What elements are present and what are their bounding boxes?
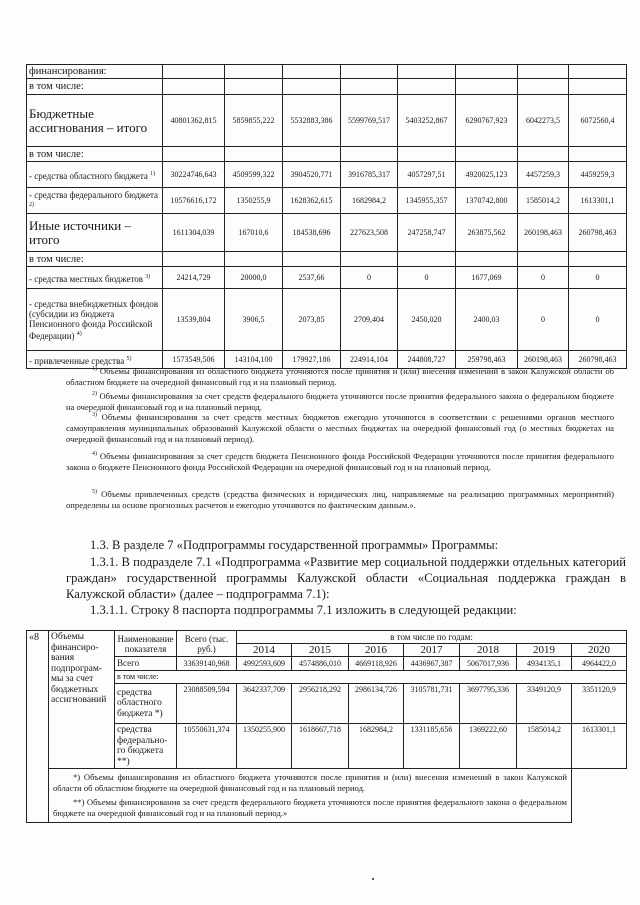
value-cell <box>398 65 456 79</box>
value-cell <box>518 252 569 267</box>
table-row <box>27 95 627 147</box>
value-cell: 1331185,656 <box>404 724 460 769</box>
value-cell: 1585014,2 <box>518 188 569 214</box>
value-cell: 1677,069 <box>456 267 518 289</box>
footnote-text: Объемы привлеченных средств (средства физических и юридических лиц, направляемые на реализацию программных мероприятий) определены на основе прогнозных расчетов и ежегодно уточняются по фактическим данным.». <box>66 488 614 510</box>
value-cell: 179927,186 <box>283 351 341 369</box>
table-row <box>27 657 627 671</box>
value-cell <box>456 79 518 95</box>
value-cell: 1350255,9 <box>225 188 283 214</box>
value-cell: 2400,03 <box>456 289 518 351</box>
footnote <box>66 364 614 388</box>
value-cell: 143104,100 <box>225 351 283 369</box>
value-cell: 1613301,1 <box>572 724 627 769</box>
row-label <box>27 252 163 267</box>
value-cell: 5532883,386 <box>283 95 341 147</box>
row-label-text: в том числе: <box>29 148 84 160</box>
value-cell: 244808,727 <box>398 351 456 369</box>
value-cell: 13539,804 <box>163 289 225 351</box>
value-cell: 0 <box>518 289 569 351</box>
table-row <box>27 289 627 351</box>
value-cell: 4509599,322 <box>225 162 283 188</box>
value-cell: 1585014,2 <box>517 724 572 769</box>
value-cell: 260798,463 <box>569 214 627 252</box>
footnote-number: 3) <box>92 412 97 418</box>
value-cell <box>225 147 283 162</box>
section-heading: 1.3. В разделе 7 «Подпрограммы государственной программы» Программы: <box>90 538 499 552</box>
value-cell <box>518 65 569 79</box>
table-row <box>27 684 627 724</box>
value-cell: 5067017,936 <box>460 657 517 671</box>
row-label <box>27 79 163 95</box>
row-label <box>27 267 163 289</box>
value-cell: 6072560,4 <box>569 95 627 147</box>
table-row <box>27 162 627 188</box>
value-cell: 24214,729 <box>163 267 225 289</box>
row-number: «8 <box>27 631 49 823</box>
page-mark <box>372 878 374 880</box>
value-cell: 5599769,517 <box>341 95 398 147</box>
row-label <box>27 214 163 252</box>
value-cell: 1573549,506 <box>163 351 225 369</box>
row-label-text: - средства внебюджетных фондов (субсидии из бюджета Пенсионного фонда Российской Федерации) <box>29 298 159 341</box>
value-cell <box>569 147 627 162</box>
table-row <box>27 724 627 769</box>
value-cell: 3351120,9 <box>572 684 627 724</box>
value-cell <box>341 65 398 79</box>
value-cell: 33639140,968 <box>177 657 237 671</box>
value-cell <box>456 147 518 162</box>
footnote-number: 1) <box>92 366 97 372</box>
value-cell: 4057297,51 <box>398 162 456 188</box>
value-cell <box>163 65 225 79</box>
value-cell: 4669118,926 <box>349 657 404 671</box>
footnote-number: 5) <box>92 489 97 495</box>
row-label-text: в том числе: <box>29 81 84 92</box>
year-header: 2014 <box>237 644 292 657</box>
value-cell: 6290767,923 <box>456 95 518 147</box>
value-cell: 263875,562 <box>456 214 518 252</box>
value-cell: 247258,747 <box>398 214 456 252</box>
col-name-header: Наименование показателя <box>115 631 177 657</box>
row-label: Всего <box>115 657 177 671</box>
value-cell <box>225 252 283 267</box>
row-label: средства федерально-го бюджета **) <box>115 724 177 769</box>
value-cell: 0 <box>569 289 627 351</box>
value-cell <box>341 252 398 267</box>
value-cell <box>283 147 341 162</box>
value-cell: 1345955,357 <box>398 188 456 214</box>
row-label-text: Иные источники – итого <box>29 217 131 247</box>
col-total-header: Всего (тыс. руб.) <box>177 631 237 657</box>
year-header: 2018 <box>460 644 517 657</box>
value-cell: 23088509,594 <box>177 684 237 724</box>
value-cell: 1369222,60 <box>460 724 517 769</box>
table-note: **) Объемы финансирования за счет средств федерального бюджета уточняются после принятия федерального закона о федеральном бюджете на очередной финансовый год и на плановый период.» <box>53 797 567 818</box>
value-cell: 0 <box>518 267 569 289</box>
value-cell: 4964422,0 <box>572 657 627 671</box>
footnote-text: Объемы финансирования за счет средств местных бюджетов ежегодно уточняются в соответствии с решениями органов местного самоуправления муниципальных образований Калужской области о местных бюджетах на очередной финансовый год (о местных бюджетах на очередной финансовый год и на плановый период). <box>66 411 614 444</box>
row-title: Объемы финансиро-вания подпрограм-мы за счет бюджетных ассигнований <box>49 631 115 769</box>
table-row <box>27 214 627 252</box>
value-cell <box>456 252 518 267</box>
footnote-ref: 5) <box>126 355 132 362</box>
value-cell: 4574886,010 <box>292 657 349 671</box>
table-note: *) Объемы финансирования из областного бюджета уточняются после принятия и (или) внесения изменений в закон Калужской области об областном бюджете на очередной финансовый год и на плановый период. <box>53 772 567 793</box>
value-cell: 259798,463 <box>456 351 518 369</box>
subsection-text: 1.3.1. В подразделе 7.1 «Подпрограмма «Развитие мер социальной поддержки отдельных категорий граждан» государственной программы Калужской области «Социальная поддержка граждан в Калужской области» (далее – подпрограмма 7.1): <box>66 555 626 601</box>
value-cell <box>398 147 456 162</box>
row-label-text: финансирования: <box>29 66 107 77</box>
value-cell <box>518 79 569 95</box>
value-cell: 1618667,718 <box>292 724 349 769</box>
footnote-ref: 4) <box>76 330 82 337</box>
value-cell: 2709,404 <box>341 289 398 351</box>
value-cell <box>225 79 283 95</box>
row-label-text: - средства местных бюджетов <box>29 273 144 284</box>
financing-table <box>26 64 627 369</box>
value-cell: 0 <box>569 267 627 289</box>
value-cell: 1628362,615 <box>283 188 341 214</box>
row-label-text: Бюджетные ассигнования – итого <box>29 105 148 135</box>
year-header: 2020 <box>572 644 627 657</box>
value-cell <box>341 79 398 95</box>
value-cell <box>569 65 627 79</box>
row-label-text: - привлеченные средства <box>29 355 125 366</box>
row-label <box>27 162 163 188</box>
value-cell: 3697795,336 <box>460 684 517 724</box>
value-cell: 260198,463 <box>518 214 569 252</box>
footnote <box>66 487 614 511</box>
value-cell: 10550631,374 <box>177 724 237 769</box>
notes-cell <box>49 769 572 823</box>
value-cell: 184538,696 <box>283 214 341 252</box>
value-cell: 3349120,9 <box>517 684 572 724</box>
value-cell: 1682984,2 <box>349 724 404 769</box>
value-cell: 4934135,1 <box>517 657 572 671</box>
row-label-text: в том числе: <box>29 253 84 265</box>
value-cell: 4436967,387 <box>404 657 460 671</box>
value-cell <box>163 252 225 267</box>
row-label <box>27 95 163 147</box>
value-cell <box>283 65 341 79</box>
year-header: 2016 <box>349 644 404 657</box>
value-cell: 6042273,5 <box>518 95 569 147</box>
table-row <box>27 79 627 95</box>
value-cell: 1370742,800 <box>456 188 518 214</box>
footnote-number: 4) <box>92 451 97 457</box>
value-cell: 1682984,2 <box>341 188 398 214</box>
value-cell <box>225 65 283 79</box>
value-cell: 1613301,1 <box>569 188 627 214</box>
row-label <box>27 289 163 351</box>
value-cell: 260198,463 <box>518 351 569 369</box>
year-header: 2015 <box>292 644 349 657</box>
value-cell: 3105781,731 <box>404 684 460 724</box>
footnote <box>66 410 614 445</box>
value-cell: 167010,6 <box>225 214 283 252</box>
value-cell: 2450,020 <box>398 289 456 351</box>
value-cell: 224914,104 <box>341 351 398 369</box>
value-cell <box>283 252 341 267</box>
value-cell: 20000,0 <box>225 267 283 289</box>
value-cell: 4457259,3 <box>518 162 569 188</box>
value-cell: 2073,85 <box>283 289 341 351</box>
value-cell <box>518 147 569 162</box>
notes-row <box>27 769 627 823</box>
value-cell <box>163 79 225 95</box>
value-cell <box>456 65 518 79</box>
value-cell <box>569 252 627 267</box>
row-label-text: - средства областного бюджета <box>29 170 148 181</box>
value-cell: 260798,463 <box>569 351 627 369</box>
value-cell <box>398 79 456 95</box>
value-cell: 2986134,726 <box>349 684 404 724</box>
row-label: в том числе: <box>115 670 627 684</box>
value-cell: 3906,5 <box>225 289 283 351</box>
footnote-text: Объемы финансирования за счет средств бюджета Пенсионного фонда Российской Федерации уточняются после принятия федерального закона о бюджете Пенсионного фонда Российской Федерации на очередной финансовый год и на плановый период. <box>66 450 614 472</box>
value-cell: 4459259,3 <box>569 162 627 188</box>
footnote-ref: 1) <box>150 170 156 177</box>
value-cell: 4992593,609 <box>237 657 292 671</box>
row-label <box>27 147 163 162</box>
value-cell: 227623,508 <box>341 214 398 252</box>
value-cell: 2537,66 <box>283 267 341 289</box>
value-cell: 0 <box>398 267 456 289</box>
year-header: 2019 <box>517 644 572 657</box>
row-label <box>27 65 163 79</box>
value-cell: 1350255,900 <box>237 724 292 769</box>
footnote-ref: 3) <box>145 273 151 280</box>
table-row <box>27 252 627 267</box>
table-row <box>27 670 627 684</box>
value-cell: 4920025,123 <box>456 162 518 188</box>
value-cell <box>398 252 456 267</box>
value-cell: 2956218,292 <box>292 684 349 724</box>
footnote-number: 2) <box>92 391 97 397</box>
table-row <box>27 267 627 289</box>
value-cell <box>283 79 341 95</box>
header-row <box>27 631 627 644</box>
value-cell <box>569 79 627 95</box>
row-label: средства областного бюджета *) <box>115 684 177 724</box>
value-cell: 3916785,317 <box>341 162 398 188</box>
value-cell: 30224746,643 <box>163 162 225 188</box>
footnote-ref: 2) <box>29 201 34 208</box>
value-cell: 40801362,815 <box>163 95 225 147</box>
table-row <box>27 147 627 162</box>
table-row <box>27 188 627 214</box>
instruction-text: 1.3.1.1. Строку 8 паспорта подпрограммы 7.1 изложить в следующей редакции: <box>90 603 517 617</box>
value-cell: 1611304,039 <box>163 214 225 252</box>
value-cell: 3904520,771 <box>283 162 341 188</box>
table-row <box>27 65 627 79</box>
value-cell: 5403252,867 <box>398 95 456 147</box>
passport-table <box>26 630 627 823</box>
footnote-text: Объемы финансирования из областного бюджета уточняются после принятия и (или) внесения изменений в закон Калужской области об областном бюджете на очередной финансовый год и на плановый период. <box>66 365 614 387</box>
footnote-text: Объемы финансирования за счет средств федерального бюджета уточняются после принятия федерального закона о федеральном бюджете на очередной финансовый год и на плановый период. <box>66 390 614 412</box>
value-cell <box>341 147 398 162</box>
row-label-text: - средства федерального бюджета <box>29 189 159 200</box>
col-years-header: в том числе по годам: <box>237 631 627 644</box>
footnote <box>66 449 614 473</box>
value-cell <box>163 147 225 162</box>
year-header: 2017 <box>404 644 460 657</box>
value-cell: 3642337,709 <box>237 684 292 724</box>
value-cell: 10576616,172 <box>163 188 225 214</box>
value-cell: 0 <box>341 267 398 289</box>
value-cell: 5859855,222 <box>225 95 283 147</box>
row-label <box>27 188 163 214</box>
